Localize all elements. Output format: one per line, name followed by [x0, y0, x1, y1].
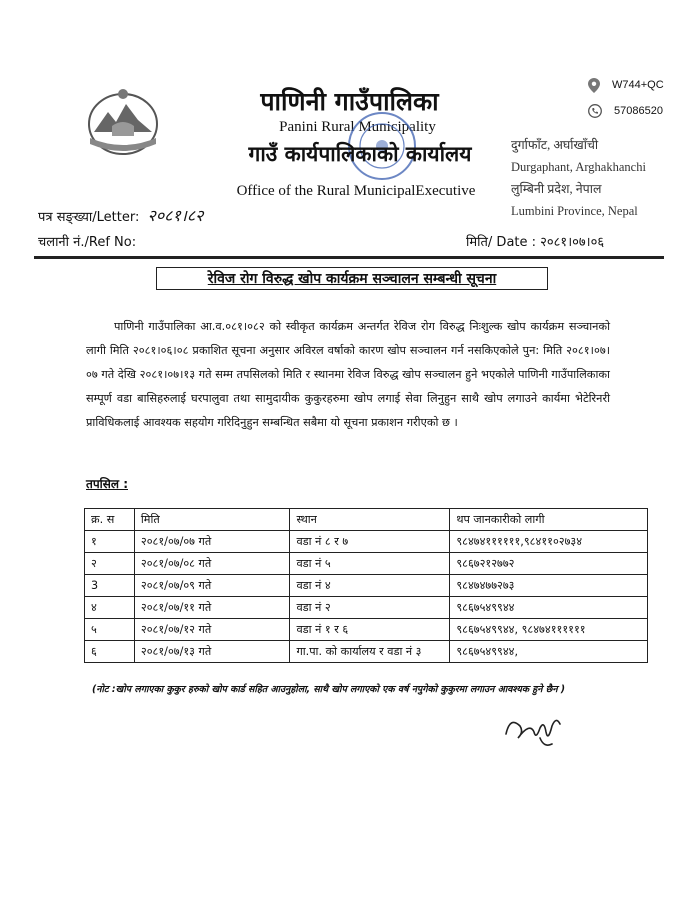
- date-value: २०८१।०७।०६: [540, 235, 605, 250]
- vaccination-note: (नोट :खोप लगाएका कुकुर हरुको खोप कार्ड सहित आउनुहोला, साथै खोप लगाएको एक वर्ष नपुगेको कुकुरमा लगाउन आवश्यक हुने छैन ): [92, 684, 566, 695]
- table-row: [85, 575, 648, 597]
- header-divider: [34, 256, 664, 259]
- address-line-3: लुम्बिनी प्रदेश, नेपाल: [511, 182, 602, 196]
- phone-icon: [588, 104, 602, 118]
- location-pin-icon: [588, 78, 600, 93]
- schedule-heading: तपसिल :: [86, 477, 128, 491]
- table-row: [85, 531, 648, 553]
- cell-contact: ९८६७५४९९४४: [450, 597, 648, 619]
- cell-place: वडा नं ५: [290, 553, 450, 575]
- cell-place: वडा नं १ र ६: [290, 619, 450, 641]
- cell-contact: ९८६७५४९९४४, ९८४७४११११११: [450, 619, 648, 641]
- cell-serial: ६: [85, 641, 135, 663]
- date-row: [466, 232, 604, 250]
- cell-contact: ९८४७४११११११,९८४११०२७३४: [450, 531, 648, 553]
- address-line-4: Lumbini Province, Nepal: [511, 204, 638, 218]
- cell-place: वडा नं २: [290, 597, 450, 619]
- cell-place: गा.पा. को कार्यालय र वडा नं ३: [290, 641, 450, 663]
- cell-place: वडा नं ४: [290, 575, 450, 597]
- ref-label: चलानी नं./Ref No:: [38, 235, 137, 250]
- cell-serial: ४: [85, 597, 135, 619]
- table-row: [85, 641, 648, 663]
- letter-label: पत्र सङ्ख्या/Letter:: [38, 210, 140, 225]
- letter-number-row: [38, 204, 203, 226]
- handwritten-signature: [500, 702, 570, 752]
- table-row: [85, 553, 648, 575]
- address-line-1: दुर्गाफाँट, अर्घाखाँची: [511, 138, 599, 152]
- schedule-table: [84, 508, 648, 663]
- municipality-name-en: Panini Rural Municipality: [279, 119, 436, 135]
- cell-date: २०८१/०७/०७ गते: [134, 531, 290, 553]
- table-row: [85, 619, 648, 641]
- contact-block: [588, 72, 664, 124]
- cell-contact: ९८६७२१२७७२: [450, 553, 648, 575]
- cell-date: २०८१/०७/११ गते: [134, 597, 290, 619]
- ref-number-row: [38, 232, 136, 250]
- address-line-2: Durgaphant, Arghakhanchi: [511, 160, 646, 174]
- cell-place: वडा नं ८ र ७: [290, 531, 450, 553]
- phone-row: [588, 98, 664, 124]
- municipality-name-np: पाणिनी गाउँपालिका: [260, 87, 439, 116]
- office-name-en: Office of the Rural MunicipalExecutive: [236, 183, 476, 199]
- cell-serial: २: [85, 553, 135, 575]
- col-header-contact: थप जानकारीको लागी: [450, 509, 648, 531]
- cell-date: २०८१/०७/०९ गते: [134, 575, 290, 597]
- notice-subject: [156, 267, 548, 290]
- col-header-place: स्थान: [290, 509, 450, 531]
- notice-subject-text: रेविज रोग विरुद्ध खोप कार्यक्रम सञ्चालन सम्बन्धी सूचना: [207, 271, 497, 287]
- cell-serial: ५: [85, 619, 135, 641]
- notice-body: पाणिनी गाउँपालिका आ.व.०८१।०८२ को स्वीकृत कार्यक्रम अन्तर्गत रेविज रोग विरुद्ध निःशुल्क खोप कार्यक्रम सञ्चानको लागी मिति २०८१।०६।०८ प्रकाशित सूचना अनुसार अविरल वर्षाको कारण खोप सञ्चालन गर्न नसकिएकोले पुन: मिति २०८१।०७।०७ गते देखि २०८१।०७।१३ गते सम्म तपसिलको मिति र स्थानमा रेविज विरुद्ध खोप सञ्चालन हुने भएकोले पाणिनी गाउँपालिकाका सम्पूर्ण वडा बासिहरुलाई घरपालुवा तथा सामुदायीक कुकुरहरुमा खोप लगाई सेवा लिनुहुन साथै खोप लगाउने कार्यमा भेटेरिनरी प्राविधिकलाई आवश्यक सहयोग गरिदिनुहुन सम्बन्धित सबैमा यो सूचना प्रकाशन गरीएको छ ।: [86, 320, 610, 429]
- table-header-row: [85, 509, 648, 531]
- col-header-serial: क्र. स: [85, 509, 135, 531]
- cell-date: २०८१/०७/१२ गते: [134, 619, 290, 641]
- cell-contact: ९८४७४७७२७३: [450, 575, 648, 597]
- col-header-date: मिति: [134, 509, 290, 531]
- cell-serial: 3: [85, 575, 135, 597]
- plus-code: W744+QC: [612, 79, 664, 91]
- cell-date: २०८१/०७/१३ गते: [134, 641, 290, 663]
- cell-serial: १: [85, 531, 135, 553]
- cell-contact: ९८६७५४९९४४,: [450, 641, 648, 663]
- address-block: [511, 134, 646, 222]
- phone-number: 57086520: [614, 105, 663, 117]
- plus-code-row: [588, 72, 664, 98]
- office-name-np: गाउँ कार्यपालिकाको कार्यालय: [248, 142, 472, 166]
- letter-value: २०८१।८२: [147, 206, 204, 225]
- date-label: मिति/ Date :: [466, 235, 537, 250]
- cell-date: २०८१/०७/०८ गते: [134, 553, 290, 575]
- table-row: [85, 597, 648, 619]
